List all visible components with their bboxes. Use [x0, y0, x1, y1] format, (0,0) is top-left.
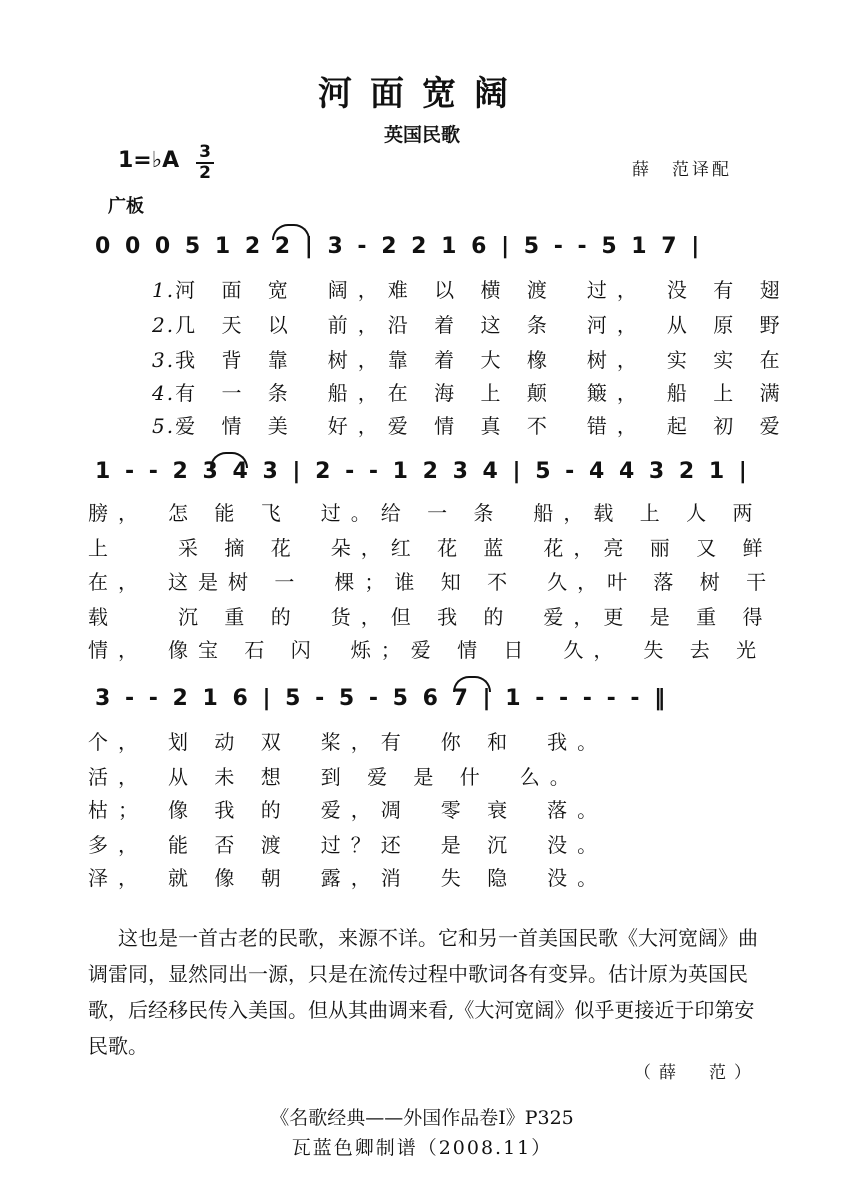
lyric-line — [152, 309, 790, 338]
lyric-line: 上 采 摘 花 朵，红 花 蓝 花，亮 丽 又 鲜 — [88, 536, 773, 560]
lyric-text: 几 天 以 前，沿 着 这 条 河， 从 原 野 — [175, 313, 790, 337]
lyric-line: 载 沉 重 的 货，但 我 的 爱，更 是 重 得 — [88, 605, 773, 629]
song-origin: 英国民歌 — [383, 124, 460, 146]
song-title: 河面宽阔 — [318, 74, 526, 114]
translator-credit: 薛 范译配 — [632, 160, 732, 180]
meter-numerator: 3 — [199, 142, 211, 162]
lyric-text: 我 背 靠 树，靠 着 大 橡 树， 实 实 在 — [175, 348, 790, 372]
lyric-line: 在， 这是树 一 棵；谁 知 不 久，叶 落 树 干 — [88, 570, 777, 594]
commentary-signature: （薛 范） — [634, 1063, 759, 1083]
book-source: 《名歌经典——外国作品卷Ⅰ》P325 — [270, 1107, 574, 1129]
lyric-text: 爱 情 美 好，爱 情 真 不 错， 起 初 爱 — [175, 414, 790, 438]
verse-number: 2. — [152, 313, 176, 337]
lyric-text: 有 一 条 船，在 海 上 颠 簸， 船 上 满 — [175, 381, 790, 405]
lyric-text: 河 面 宽 阔，难 以 横 渡 过， 没 有 翅 — [175, 278, 790, 302]
notation-line-1: 0 0 0 5 1 2 2 | 3 - 2 2 1 6 | 5 - - 5 1 7 | — [95, 234, 702, 259]
lyric-line: 膀， 怎 能 飞 过。给 一 条 船，载 上 人 两 — [88, 501, 763, 525]
verse-number: 3. — [152, 348, 176, 372]
lyric-line: 枯； 像 我 的 爱，凋 零 衰 落。 — [88, 798, 608, 822]
key-signature: 1=♭A — [118, 148, 180, 173]
lyric-line: 泽， 就 像 朝 露，消 失 隐 没。 — [88, 866, 608, 890]
lyric-line — [152, 410, 790, 439]
verse-number: 4. — [152, 381, 176, 405]
verse-number: 5. — [152, 414, 176, 438]
lyric-line — [152, 274, 790, 303]
lyric-line: 多， 能 否 渡 过？还 是 沉 没。 — [88, 833, 608, 857]
slur — [453, 676, 491, 692]
notation-line-3: 3 - - 2 1 6 | 5 - 5 - 5 6 7 | 1 - - - - - ‖ — [95, 686, 668, 711]
commentary-paragraph: 这也是一首古老的民歌，来源不详。它和另一首美国民歌《大河宽阔》曲调雷同，显然同出一源，只是在流传过程中歌词各有变异。估计原为英国民歌，后经移民传入美国。但从其曲调来看,《大河宽阔》似乎更接近于印第安民歌。 — [88, 926, 758, 1058]
lyric-line — [152, 344, 790, 373]
time-signature — [196, 144, 214, 182]
tempo-marking: 广板 — [108, 196, 144, 217]
lyric-line: 活， 从 未 想 到 爱 是 什 么。 — [88, 765, 580, 789]
slur — [272, 224, 310, 240]
lyric-line — [152, 377, 790, 406]
engraver-credit: 瓦蓝色卿制谱（2008.11） — [291, 1137, 553, 1159]
meter-denominator: 2 — [199, 163, 211, 183]
lyric-line: 个， 划 动 双 桨，有 你 和 我。 — [88, 730, 608, 754]
lyric-line: 情， 像宝 石 闪 烁；爱 情 日 久， 失 去 光 — [88, 638, 767, 662]
verse-number: 1. — [152, 278, 176, 302]
notation-line-2: 1 - - 2 3 4 3 | 2 - - 1 2 3 4 | 5 - 4 4 3 2 1 | — [95, 459, 749, 484]
